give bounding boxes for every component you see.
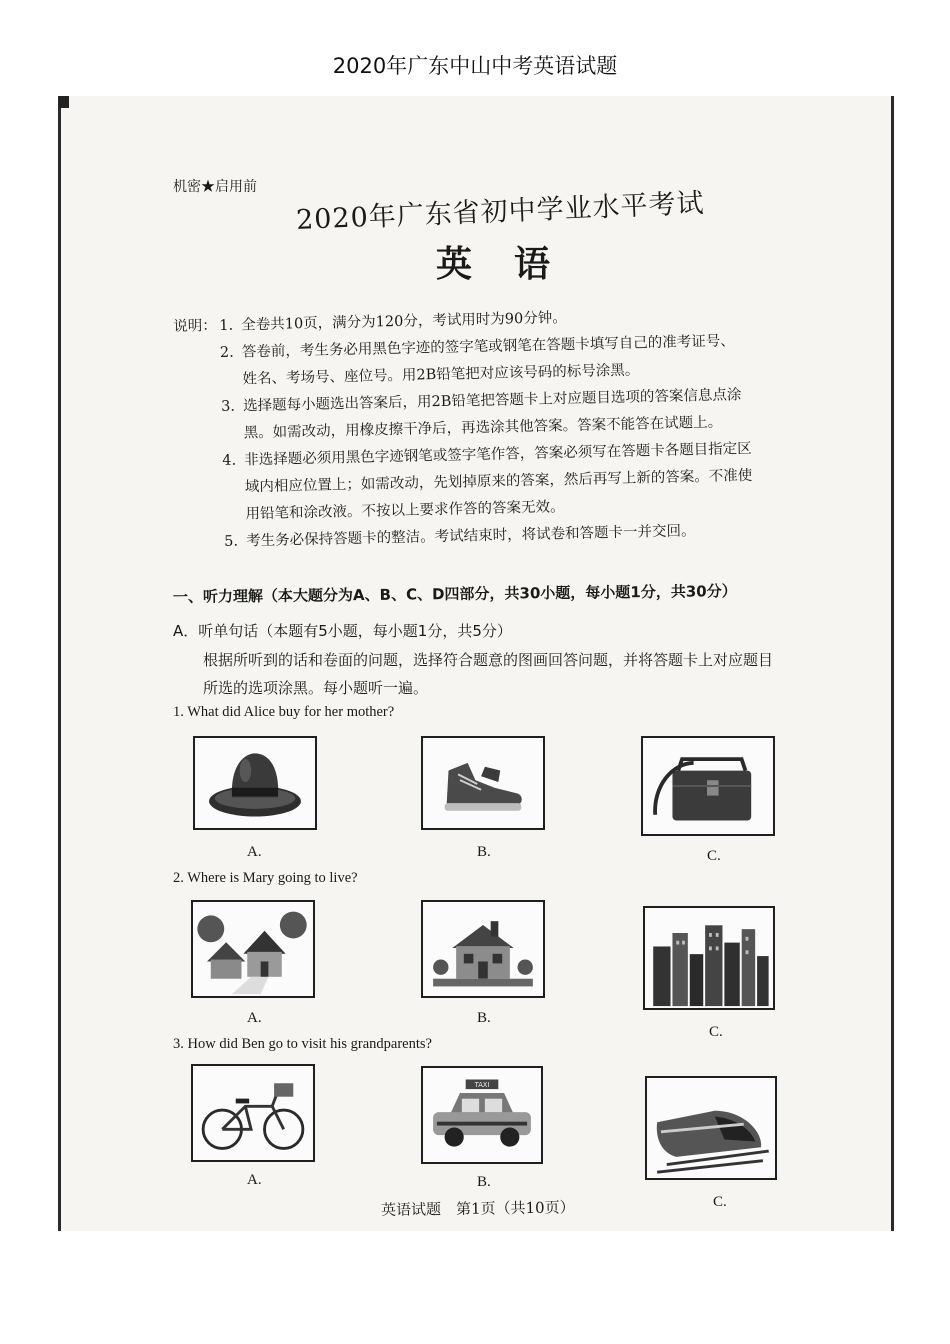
taxi-icon <box>423 1068 541 1162</box>
option-image-1b <box>421 736 545 830</box>
village-houses-icon <box>193 902 313 996</box>
part-a-directions <box>203 646 863 702</box>
instruction-text: 姓名、考场号、座位号。用2B铅笔把对应该号码的标号涂黑。 <box>242 362 640 388</box>
option-image-2a <box>191 900 315 998</box>
instruction-number: 2. <box>219 344 234 361</box>
exam-title: 2020年广东省初中学业水平考试 <box>295 187 706 236</box>
directions-line: 所选的选项涂黑。每小题听一遍。 <box>203 679 429 697</box>
option-image-3c <box>645 1076 777 1180</box>
train-icon <box>647 1078 775 1178</box>
briefcase-icon <box>643 738 773 834</box>
part-a-title: A．听单句话（本题有5小题，每小题1分，共5分） <box>173 622 512 640</box>
instructions <box>173 299 858 557</box>
question-2: 2. Where is Mary going to live? <box>173 870 358 886</box>
directions-line: 根据所听到的话和卷面的问题，选择符合题意的图画回答问题，并将答题卡上对应题目 <box>203 651 774 669</box>
subject-title: 英语 <box>436 243 593 285</box>
question-3: 3. How did Ben go to visit his grandparents? <box>173 1036 432 1052</box>
instruction-text: 考生务必保持答题卡的整洁。考试结束时，将试卷和答题卡一并交回。 <box>245 523 696 550</box>
instruction-text: 用铅笔和涂改液。不按以上要求作答的答案无效。 <box>245 499 565 523</box>
option-label: C. <box>707 848 721 864</box>
instruction-number: 4. <box>222 452 237 469</box>
option-image-3a <box>191 1064 315 1162</box>
instruction-text: 答卷前，考生务必用黑色字迹的签字笔或钢笔在答题卡填写自己的准考证号、 <box>241 333 735 361</box>
scanned-page <box>58 96 894 1231</box>
option-label: C. <box>709 1024 723 1040</box>
instruction-text: 黑。如需改动，用橡皮擦干净后，再选涂其他答案。答案不能答在试题上。 <box>243 414 723 442</box>
option-image-2c <box>643 906 775 1010</box>
option-label: B. <box>477 844 491 860</box>
instruction-text: 选择题每小题选出答案后，用2B铅笔把答题卡上对应题目选项的答案信息点涂 <box>242 387 742 415</box>
instruction-text: 域内相应位置上；如需改动，先划掉原来的答案，然后再写上新的答案。不准使 <box>244 467 753 496</box>
option-label: B. <box>477 1174 491 1190</box>
option-image-1c <box>641 736 775 836</box>
option-label: A. <box>247 844 262 860</box>
option-image-1a <box>193 736 317 830</box>
option-label: B. <box>477 1010 491 1026</box>
house-icon <box>423 902 543 996</box>
instruction-text: 全卷共10页，满分为120分，考试用时为90分钟。 <box>241 310 567 334</box>
instruction-number: 5. <box>224 533 239 550</box>
document-header: 2020年广东中山中考英语试题 <box>332 54 618 78</box>
option-label: A. <box>247 1172 262 1188</box>
scan-mark <box>59 96 69 108</box>
bicycle-icon <box>193 1066 313 1160</box>
secret-label: 机密★启用前 <box>173 179 257 195</box>
option-label: C. <box>713 1194 727 1210</box>
option-image-3b <box>421 1066 543 1164</box>
instruction-text: 非选择题必须用黑色字迹钢笔或签字笔作答，答案必须写在答题卡各题目指定区 <box>244 440 752 469</box>
page-footer: 英语试题 第1页（共10页） <box>380 1198 575 1219</box>
instructions-lead: 说明： <box>173 318 217 335</box>
instruction-number: 3. <box>220 398 236 415</box>
sneaker-icon <box>423 738 543 828</box>
option-label: A. <box>247 1010 262 1026</box>
hat-icon <box>195 738 315 828</box>
city-buildings-icon <box>645 908 773 1008</box>
instruction-number: 1. <box>219 317 234 334</box>
question-1: 1. What did Alice buy for her mother? <box>173 704 395 720</box>
option-image-2b <box>421 900 545 998</box>
section-heading: 一、听力理解（本大题分为A、B、C、D四部分，共30小题，每小题1分，共30分） <box>172 582 737 606</box>
taxi-sign-text: TAXI <box>474 1081 490 1090</box>
